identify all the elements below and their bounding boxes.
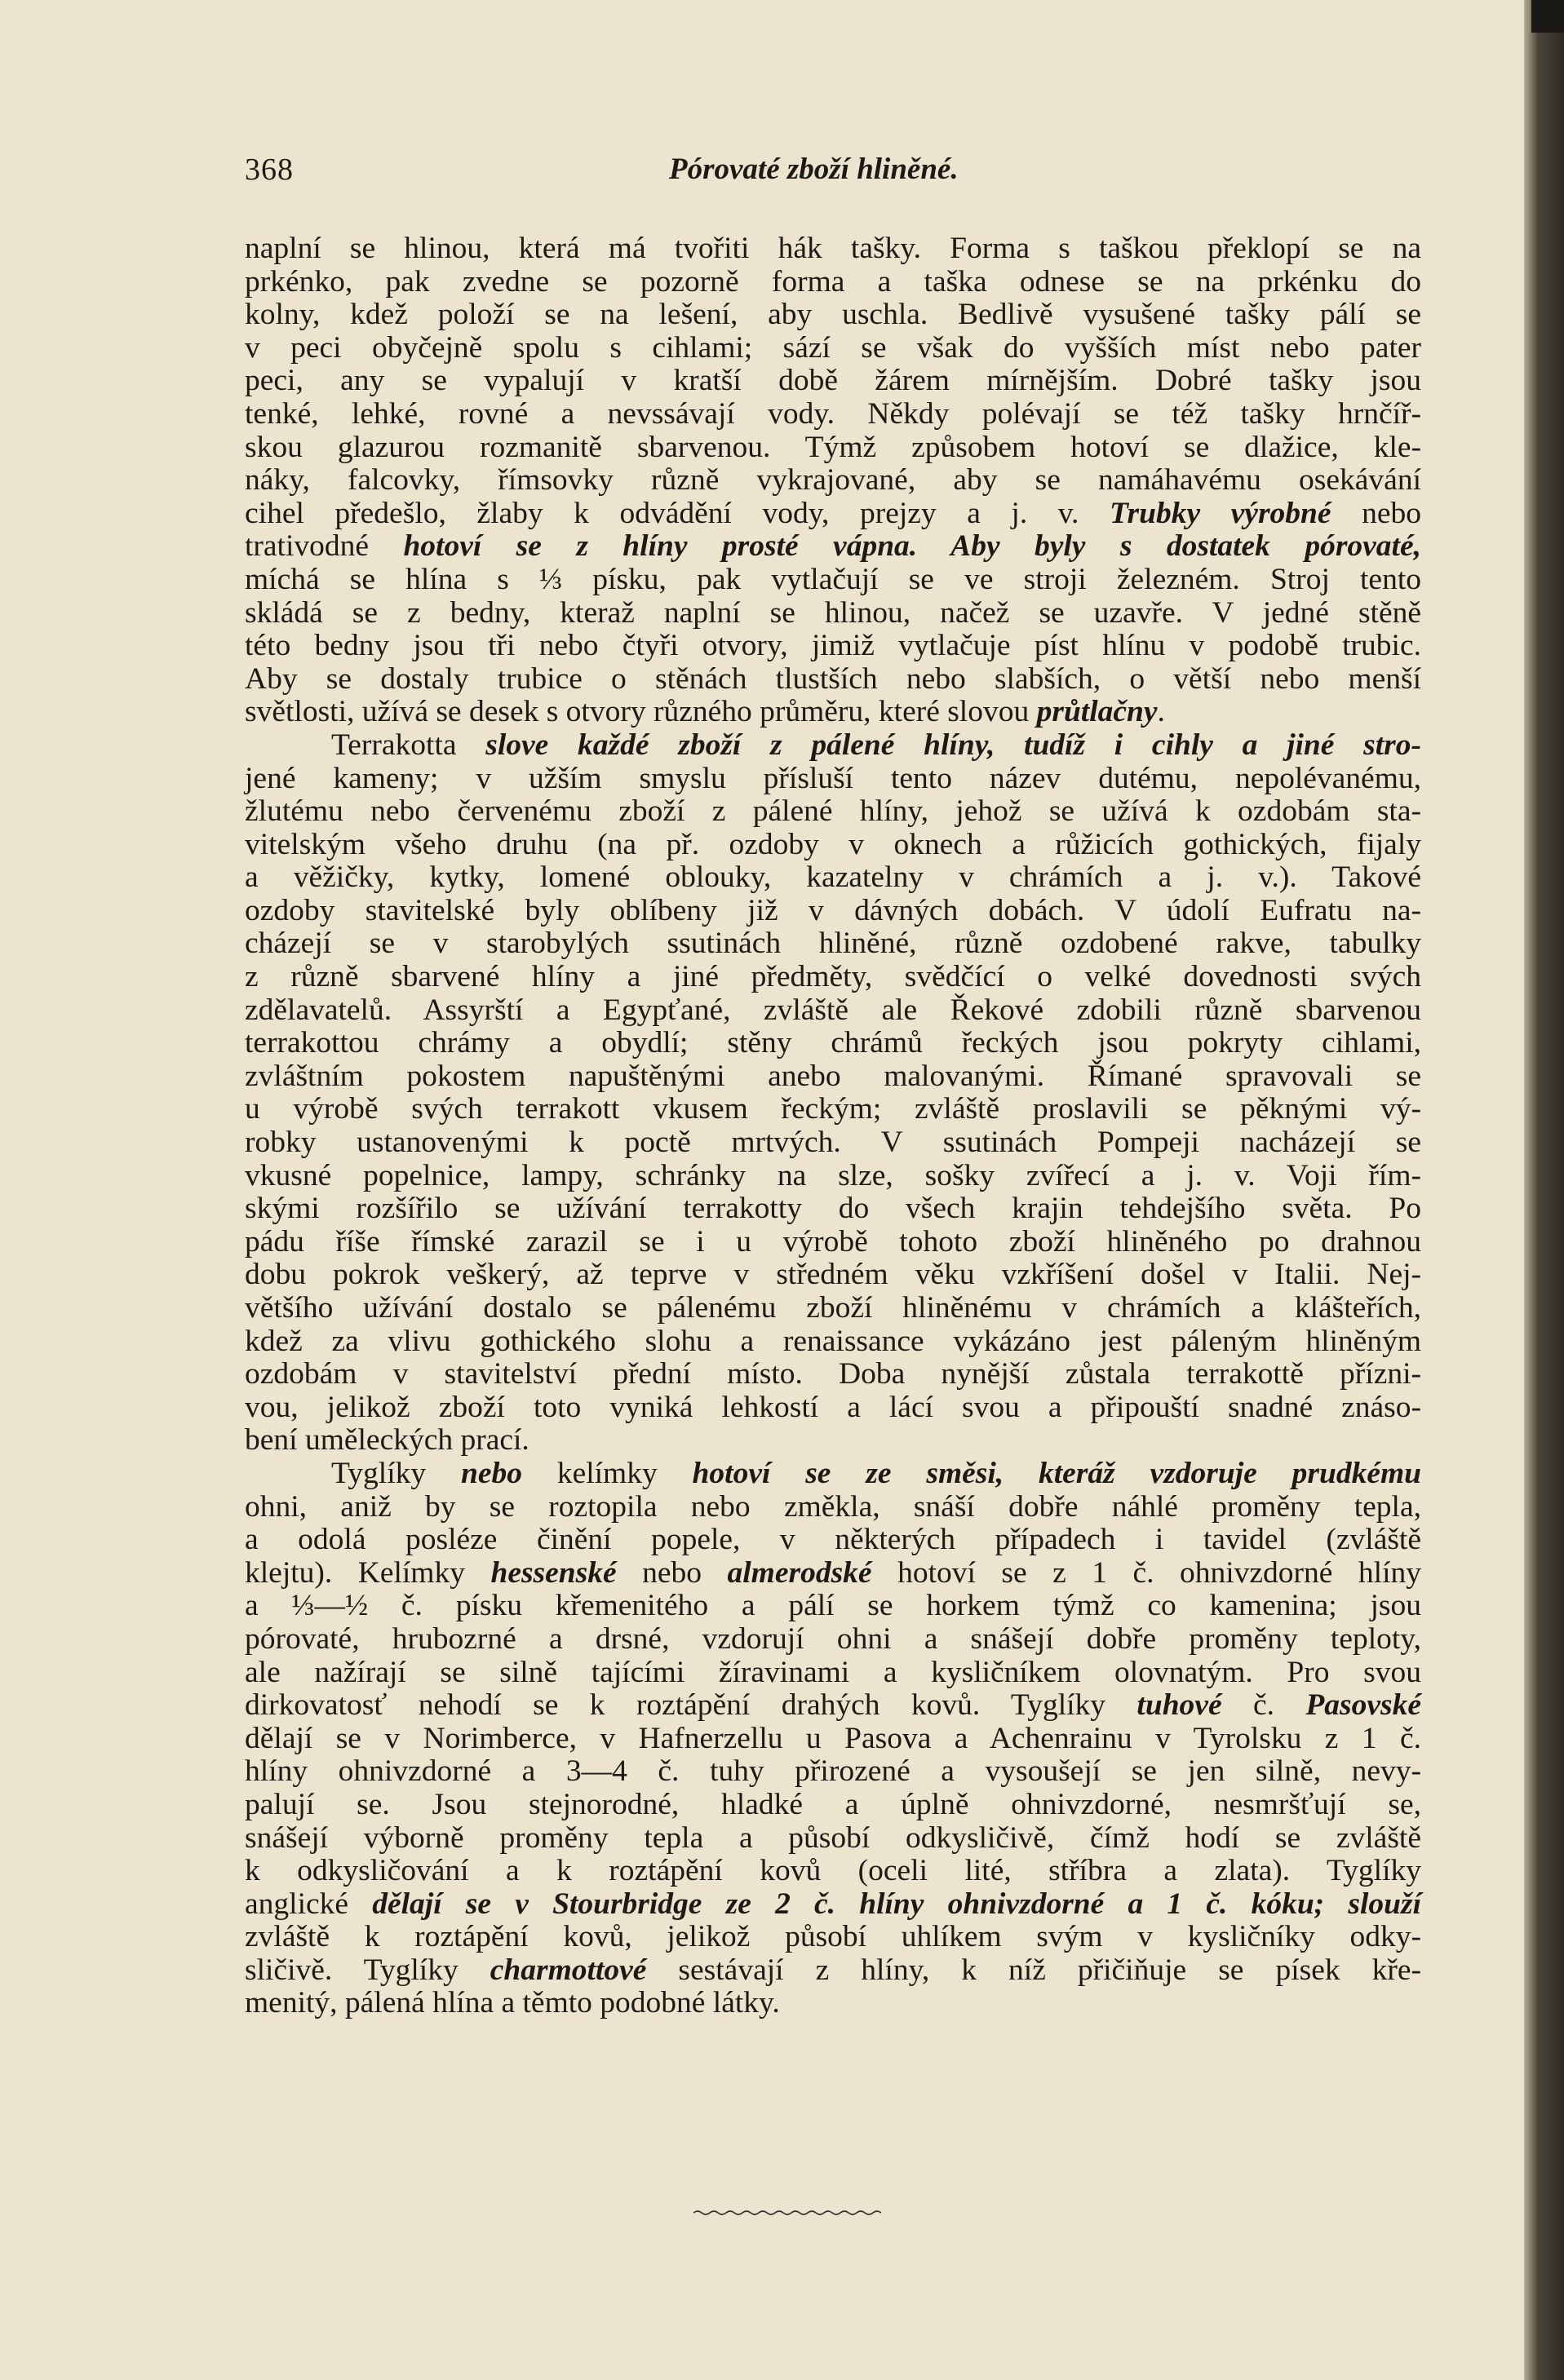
text-segment: zvláštním pokostem napuštěnými anebo malovanými. Římané spravovali se (245, 1059, 1421, 1093)
text-line (245, 1987, 1421, 2020)
text-line (245, 299, 1421, 332)
text-segment: ozdobám v stavitelství přední místo. Doba nynější zůstala terrakottě přízni- (245, 1357, 1421, 1391)
text-line (245, 1027, 1421, 1060)
text-segment: Terrakotta (331, 728, 457, 762)
emphasized-term: dělají se v Stourbridge ze 2 č. hlíny ohnivzdorné a 1 č. kóku; slouží (348, 1887, 1421, 1921)
text-line (245, 729, 1421, 763)
text-segment: kolny, kdež položí se na lešení, aby uschla. Bedlivě vysušené tašky pálí se (245, 298, 1421, 332)
text-line (245, 1391, 1421, 1425)
text-segment: z různě sbarvené hlíny a jiné předměty, svědčící o velké dovednosti svých (245, 960, 1421, 994)
body-text (245, 232, 1421, 2020)
text-segment: ozdoby stavitelské byly oblíbeny již v dávných dobách. V údolí Eufratu na- (245, 893, 1421, 927)
text-line (245, 564, 1421, 597)
text-segment: a odolá posléze činění popele, v některých případech i tavidel (zvláště (245, 1523, 1421, 1557)
text-line (245, 1623, 1421, 1657)
text-line (245, 1458, 1421, 1491)
text-segment: sličivě. Tyglíky (245, 1953, 490, 1987)
text-segment: skými rozšířilo se užívání terrakotty do všech krajin tehdejšího světa. Po (245, 1192, 1421, 1226)
text-segment: jené kameny; v užším smyslu přísluší tento název dutému, nepolévanému, (245, 761, 1421, 795)
page-header (245, 152, 1421, 197)
end-ornament-rule (693, 2209, 881, 2217)
text-segment: klejtu). Kelímky (245, 1555, 491, 1590)
text-line (245, 498, 1421, 531)
text-segment: cihel předešlo, žlaby k odvádění vody, prejzy a j. v. (245, 496, 1110, 530)
text-segment: kelímky (556, 1456, 658, 1490)
text-segment: cházejí se v starobylých ssutinách hliněné, různě ozdobené rakve, tabulky (245, 927, 1421, 961)
text-segment: prkénko, pak zvedne se pozorně forma a taška odnese se na prkénku do (245, 264, 1421, 299)
text-line (245, 961, 1421, 994)
text-line (245, 1325, 1421, 1359)
text-segment: palují se. Jsou stejnorodné, hladké a úplně ohnivzdorné, nesmršťují se, (245, 1787, 1421, 1821)
text-segment: ohni, aniž by se roztopila nebo změkla, snáší dobře náhlé proměny tepla, (245, 1489, 1421, 1524)
text-line (245, 696, 1421, 729)
text-segment: č. (1221, 1688, 1306, 1723)
text-segment: peci, any se vypalují v kratší době žárem mírnějším. Dobré tašky jsou (245, 364, 1421, 398)
text-segment: robky ustanovenými k poctě mrtvých. V ssutinách Pompeji nacházejí se (245, 1126, 1421, 1160)
text-line (245, 1292, 1421, 1325)
text-segment: kdež za vlivu gothického slohu a renaissance vykázáno jest páleným hliněným (245, 1324, 1421, 1358)
text-segment: Tyglíky (331, 1456, 427, 1490)
running-title: Pórovaté zboží hliněné. (669, 153, 959, 186)
text-segment: hotoví se z 1 č. ohnivzdorné hlíny (871, 1555, 1421, 1590)
text-line (245, 1060, 1421, 1094)
text-line (245, 861, 1421, 895)
text-segment: Aby se dostaly trubice o stěnách tlustších nebo slabších, o větší nebo menší (245, 661, 1421, 696)
text-line (245, 1126, 1421, 1160)
text-line (245, 1424, 1421, 1458)
text-segment: dělají se v Norimberce, v Hafnerzellu u Pasova a Achenrainu v Tyrolsku z 1 č. (245, 1721, 1421, 1755)
text-line (245, 994, 1421, 1028)
emphasized-term: hotoví se ze směsi, kteráž vzdoruje prudkému (657, 1456, 1422, 1490)
text-segment: k odkysličování a k roztápění kovů (oceli lité, stříbra a zlata). Tyglíky (245, 1854, 1421, 1888)
text-line (245, 1789, 1421, 1822)
text-segment: bení uměleckých prací. (245, 1423, 529, 1458)
text-line (245, 1888, 1421, 1922)
text-line (245, 365, 1421, 398)
page-number: 368 (245, 153, 294, 187)
text-segment: míchá se hlína s ⅓ písku, pak vytlačují se ve stroji železném. Stroj tento (245, 562, 1421, 596)
text-segment: vkusné popelnice, lampy, schránky na slze, sošky zvířecí a j. v. Voji řím- (245, 1158, 1421, 1192)
text-line (245, 1657, 1421, 1690)
text-segment: této bedny jsou tři nebo čtyři otvory, jimiž vytlačuje píst hlínu v podobě trubic. (245, 629, 1421, 663)
text-segment: většího užívání dostalo se pálenému zboží hliněnému v chrámích a klášteřích, (245, 1291, 1421, 1325)
text-segment: dirkovatosť nehodí se k roztápění drahých kovů. Tyglíky (245, 1688, 1137, 1723)
text-line (245, 1358, 1421, 1391)
text-segment: trativodné (245, 529, 370, 564)
text-segment: pórovaté, hrubozrné a drsné, vzdorují ohni a snášejí dobře proměny teploty, (245, 1621, 1421, 1656)
emphasized-term: Pasovské (1305, 1688, 1421, 1723)
emphasized-term: tuhové (1136, 1688, 1222, 1723)
emphasized-term: nebo (426, 1456, 557, 1490)
text-segment: naplní se hlinou, která má tvořiti hák tašky. Forma s taškou překlopí se na (245, 232, 1421, 265)
text-segment: . (1157, 695, 1165, 729)
text-line (245, 1192, 1421, 1226)
text-line (245, 1723, 1421, 1756)
text-segment: žlutému nebo červenému zboží z pálené hlíny, jehož se užívá k ozdobám sta- (245, 794, 1421, 829)
text-line (245, 431, 1421, 465)
text-line (245, 795, 1421, 829)
text-segment: dobu pokrok veškerý, až teprve v středném věku vzkříšení došel v Italii. Nej- (245, 1258, 1421, 1292)
text-segment: nebo (1331, 496, 1421, 530)
text-line (245, 1491, 1421, 1524)
text-line (245, 1689, 1421, 1723)
emphasized-term: slove každé zboží z pálené hlíny, tudíž i cihly a jiné stro- (456, 728, 1421, 762)
emphasized-term: hessenské (490, 1555, 617, 1590)
text-segment: vitelským všeho druhu (na př. ozdoby v oknech a růžicích gothických, fijaly (245, 827, 1421, 861)
text-line (245, 332, 1421, 365)
text-segment: nebo (616, 1555, 728, 1590)
text-line (245, 1557, 1421, 1590)
text-segment: hlíny ohnivzdorné a 3—4 č. tuhy přirozené a vysoušejí se jen silně, nevy- (245, 1754, 1421, 1789)
text-segment: pádu říše římské zarazil se i u výrobě tohoto zboží hliněného po drahnou (245, 1224, 1421, 1259)
text-line (245, 1160, 1421, 1193)
text-line (245, 763, 1421, 796)
text-segment: ale nažírají se silně tajícími žíravinami a kysličníkem olovnatým. Pro svou (245, 1655, 1421, 1689)
emphasized-term: průtlačny (1036, 695, 1158, 729)
text-line (245, 1921, 1421, 1954)
text-segment: a věžičky, kytky, lomené oblouky, kazatelny v chrámích a j. v.). Takové (245, 860, 1421, 895)
emphasized-term: hotoví se z hlíny prosté vápna. Aby byly s dostatek pórovaté, (369, 529, 1421, 564)
text-segment: vou, jelikož zboží toto vyniká lehkostí a lácí svou a připouští snadné znáso- (245, 1390, 1421, 1424)
text-line (245, 464, 1421, 498)
text-line (245, 895, 1421, 928)
text-segment: náky, falcovky, římsovky různě vykrajované, aby se namáhavému osekávání (245, 463, 1421, 498)
text-line (245, 530, 1421, 564)
text-line (245, 1855, 1421, 1888)
text-line (245, 1259, 1421, 1292)
text-segment: skládá se z bedny, kteraž naplní se hlinou, načež se uzavře. V jedné stěně (245, 595, 1421, 630)
text-line (245, 1524, 1421, 1557)
text-segment: u výrobě svých terrakott vkusem řeckým; zvláště proslavili se pěknými vý- (245, 1092, 1421, 1126)
text-segment: snášejí výborně proměny tepla a působí odkysličivě, čímž hodí se zvláště (245, 1820, 1421, 1855)
text-line (245, 829, 1421, 862)
text-line (245, 1755, 1421, 1789)
text-segment: tenké, lehké, rovné a nevssávají vody. Někdy polévají se též tašky hrnčíř- (245, 396, 1421, 431)
text-segment: anglické (245, 1887, 349, 1921)
text-line (245, 1093, 1421, 1126)
text-segment: sestávají z hlíny, k níž přičiňuje se písek kře- (646, 1953, 1421, 1987)
text-segment: zdělavatelů. Assyrští a Egypťané, zvláště ale Řekové zdobili různě sbarvenou (245, 993, 1421, 1027)
text-segment: skou glazurou rozmanitě sbarvenou. Týmž způsobem hotoví se dlažice, kle- (245, 430, 1421, 464)
text-line (245, 927, 1421, 961)
text-line (245, 1590, 1421, 1623)
text-line (245, 398, 1421, 431)
text-line (245, 630, 1421, 663)
text-line (245, 1954, 1421, 1988)
emphasized-term: almerodské (727, 1555, 872, 1590)
text-line (245, 597, 1421, 630)
text-segment: menitý, pálená hlína a těmto podobné látky. (245, 1986, 780, 2020)
text-segment: terrakottou chrámy a obydlí; stěny chrámů řeckých jsou pokryty cihlami, (245, 1026, 1421, 1060)
text-segment: světlosti, užívá se desek s otvory různého průměru, které slovou (245, 695, 1037, 729)
text-line (245, 266, 1421, 299)
spine-corner (1531, 0, 1564, 33)
text-segment: v peci obyčejně spolu s cihlami; sází se však do vyšších míst nebo pater (245, 330, 1421, 365)
emphasized-term: charmottové (490, 1953, 647, 1987)
text-line (245, 1226, 1421, 1259)
text-segment: zvláště k roztápění kovů, jelikož působí uhlíkem svým v kysličníky odky- (245, 1920, 1421, 1954)
emphasized-term: Trubky výrobné (1110, 496, 1331, 530)
book-spine-edge (1524, 0, 1564, 2380)
text-line (245, 232, 1421, 266)
text-line (245, 663, 1421, 697)
text-line (245, 1822, 1421, 1856)
text-segment: a ⅓—½ č. písku křemenitého a pálí se horkem týmž co kamenina; jsou (245, 1589, 1421, 1623)
